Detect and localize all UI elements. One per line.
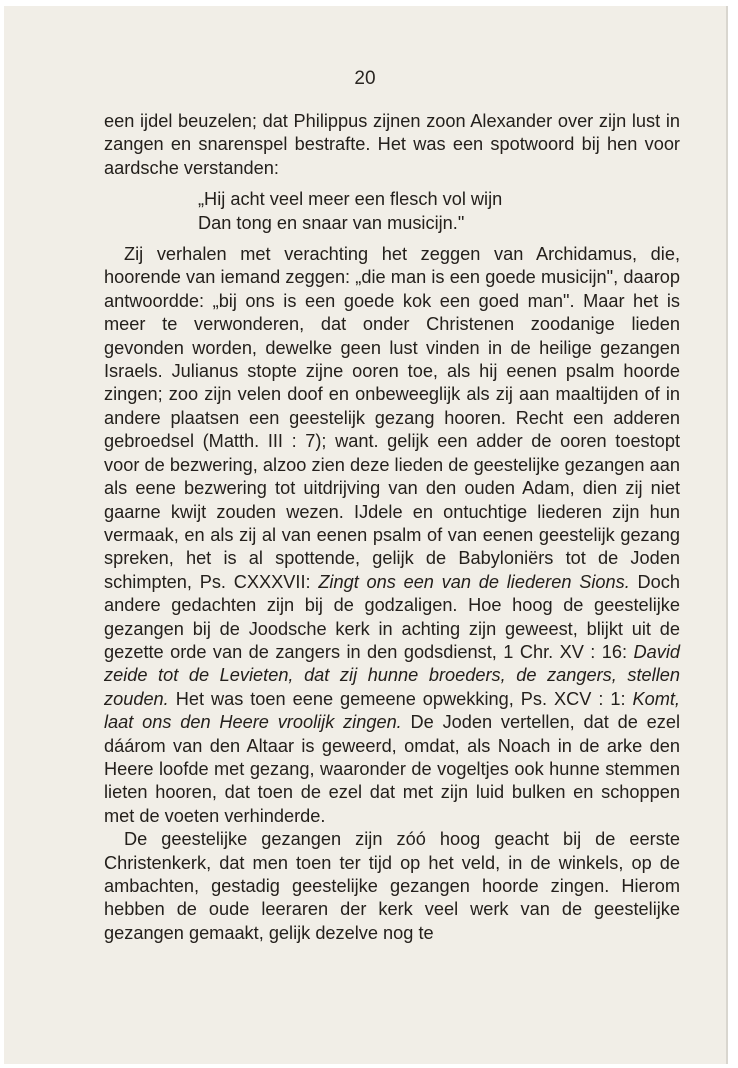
paragraph-2-text-b: Doch andere gedachten zijn bij de godzaligen. Hoe hoog de geestelijke gezangen bij de Joodsche kerk in achting zijn geweest, blijkt uit de gezette orde van de zangers in den godsdienst, 1 Chr. XV : 16: [104, 571, 680, 662]
body-text [104, 110, 680, 945]
paragraph-2-quote-3: Komt, laat ons den Heere vroolijk zingen. [104, 688, 680, 733]
paragraph-3: De geestelijke gezangen zijn zóó hoog geacht bij de eerste Christenkerk, dat men toen ter tijd op het veld, in de winkels, op de ambachten, gestadig geestelijke gezangen hoorde zingen. Hierom hebben de oude leeraren der kerk veel werk van de geestelijke gezangen gemaakt, gelijk dezelve nog te [104, 829, 680, 943]
paragraph-2-text-d: De Joden vertellen, dat de ezel dáárom van den Altaar is geweerd, omdat, als Noach in de arke den Heere loofde met gezang, waaronder de vogeltjes ook hunne stemmen lieten hooren, dat toen de ezel dat met zijn luid bulken en schoppen met de voeten verhinderde. [104, 712, 680, 826]
paragraph-2-quote-2: David zeide tot de Levieten, dat zij hunne broeders, de zangers, stellen zouden. [104, 641, 680, 709]
paragraph-2-text-a: Zij verhalen met verachting het zeggen van Archidamus, die, hoorende van iemand zeggen: „die man is een goede musicijn", daarop antwoordde: „bij ons is een goede kok een goed man". Maar het is meer te verwonderen, dat onder Christenen zoodanige lieden gevonden worden, dewelke geen lust vinden in de heilige gezangen Israels. Julianus stopte zijne ooren toe, als hij eenen psalm hoorde zingen; zoo zijn velen doof en onbeweeglijk als zij aan maaltijden of in andere plaatsen een geestelijk gezang hooren. Recht een adderen gebroedsel (Matth. III : 7); want. gelijk een adder de ooren toestopt voor de bezwering, alzoo zien deze lieden de geestelijke gezangen aan als eene bezwering tot uitdrijving van den ouden Adam, dien zij niet gaarne kwijt zouden wezen. IJdele en ontuchtige liederen zijn hun vermaak, en als zij al van eenen psalm of van eenen geestelijk gezang spreken, het is al spottende, gelijk de Babyloniërs tot de Joden schimpten, Ps. CXXXVII: [104, 244, 680, 592]
book-page [4, 6, 726, 1064]
verse-quote [198, 188, 680, 235]
paragraph-2 [104, 243, 680, 828]
paragraph-1: een ijdel beuzelen; dat Philippus zijnen zoon Alexander over zijn lust in zangen en snarenspel bestrafte. Het was een spotwoord bij hen voor aardsche verstanden: [104, 111, 680, 178]
verse-line-2: Dan tong en snaar van musicijn." [198, 212, 465, 233]
page-number: 20 [354, 68, 376, 89]
paragraph-2-quote-1: Zingt ons een van de liederen Sions. [318, 571, 630, 592]
verse-line-1: „Hij acht veel meer een flesch vol wijn [198, 189, 503, 210]
paragraph-2-text-c: Het was toen eene gemeene opwekking, Ps. XCV : 1: [168, 688, 633, 709]
